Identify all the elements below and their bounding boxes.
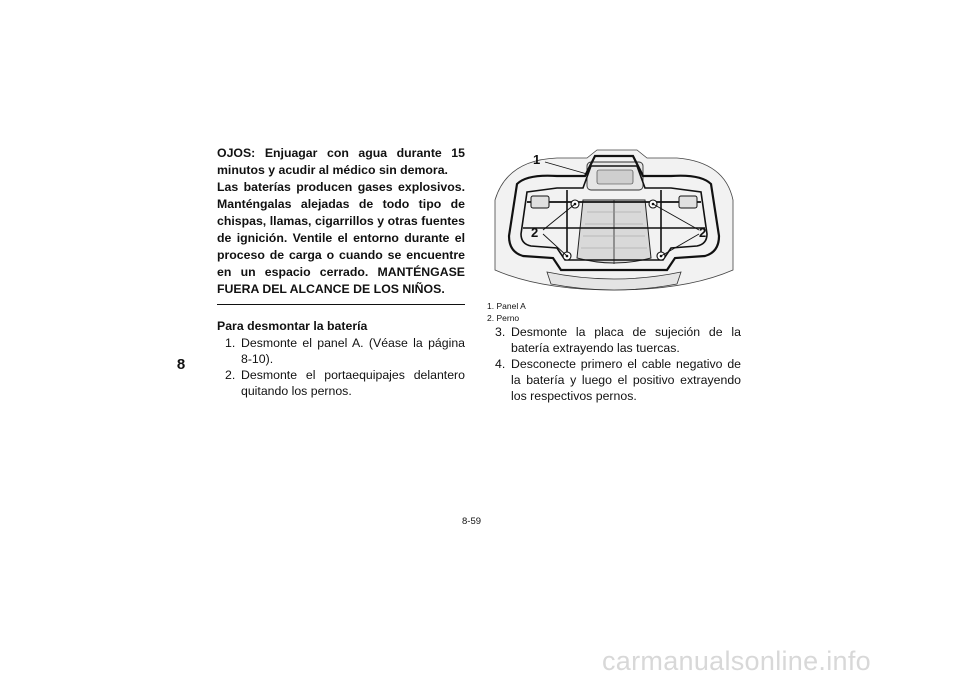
caption-text: Perno: [496, 313, 520, 323]
step-text: Desmonte la placa de sujeción de la batería extrayendo las tuercas.: [511, 325, 741, 355]
warning-divider: [217, 304, 465, 305]
step-text: Desmonte el panel A. (Véase la página 8-10).: [241, 336, 465, 367]
watermark: carmanualsonline.info: [602, 646, 871, 676]
left-column: [217, 145, 465, 399]
warning-block: [217, 145, 465, 298]
section-title: Para desmontar la batería: [217, 319, 368, 334]
front-carrier-illustration: [487, 140, 741, 296]
caption-number: 2.: [487, 313, 495, 323]
caption-number: 1.: [487, 301, 495, 311]
step-item: [217, 335, 465, 367]
callout-bolt-right: 2: [699, 225, 707, 240]
step-number: 1.: [225, 336, 236, 351]
caption-text: Panel A: [496, 301, 526, 311]
caption-item: [487, 300, 741, 312]
callout-panel-a: 1: [533, 152, 541, 167]
step-number: 4.: [495, 357, 506, 371]
step-item: [487, 356, 741, 404]
figure-captions: [487, 300, 741, 324]
caption-item: [487, 312, 741, 324]
callout-bolt-left: 2: [531, 225, 539, 240]
step-text: Desmonte el portaequipajes delantero quitando los pernos.: [241, 368, 465, 399]
step-number: 2.: [225, 368, 236, 383]
right-column: [487, 140, 741, 404]
step-item: [487, 324, 741, 356]
warning-eyes-text: OJOS: Enjuagar con agua durante 15 minutos y acudir al médico sin demora.: [217, 146, 465, 177]
chapter-tab: 8: [176, 356, 186, 373]
steps-list-left: [217, 335, 465, 399]
step-number: 3.: [495, 325, 506, 339]
warning-gases-text: Las baterías producen gases explosivos. Manténgalas alejadas de todo tipo de chispas, llamas, cigarrillos y otras fuentes de ignición. Ventile el entorno durante el proceso de carga o cuando se encuentre en un espacio cerrado. MANTÉNGASE FUERA DEL ALCANCE DE LOS NIÑOS.: [217, 180, 465, 296]
step-text: Desconecte primero el cable negativo de la batería y luego el positivo extrayendo los respectivos pernos.: [511, 357, 741, 403]
page-number: 8-59: [462, 516, 482, 527]
step-item: [217, 367, 465, 399]
steps-list-right: [487, 324, 741, 404]
